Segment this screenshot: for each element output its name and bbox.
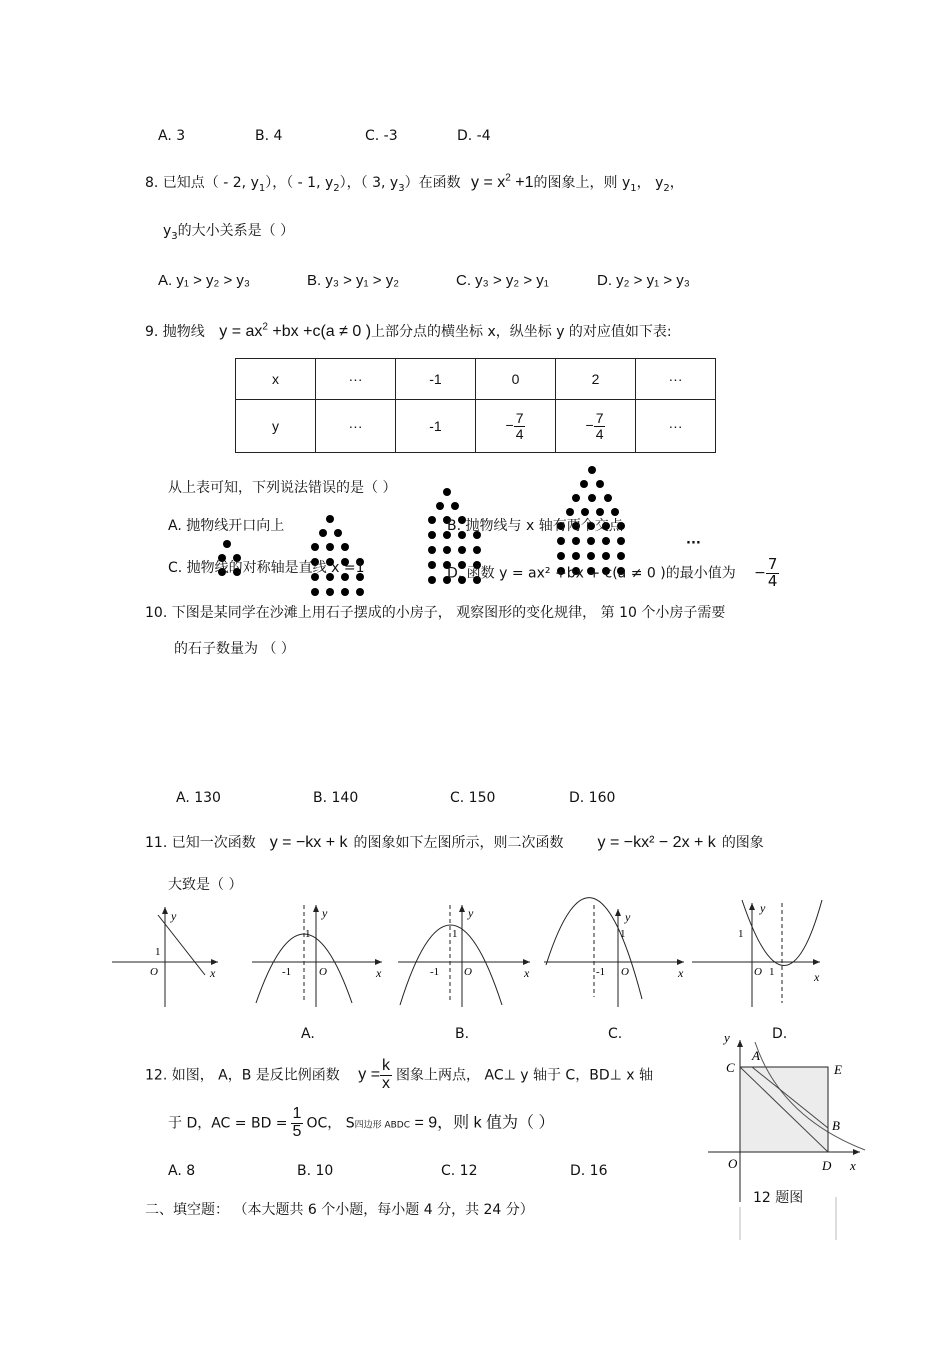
tick-label: -1 [430, 966, 440, 978]
q11-graphs [0, 895, 950, 1030]
q10-option-c: C. 150 [450, 790, 496, 806]
pebble [473, 546, 481, 554]
tick-label: -1 [282, 966, 292, 978]
pebble [326, 588, 334, 596]
axis-x-label: x [524, 966, 530, 980]
table-cell: 2 [556, 359, 636, 400]
q11-label-c: C. [608, 1026, 623, 1042]
q9-value-table [235, 358, 716, 453]
table-cell: ··· [636, 400, 716, 453]
pebble [428, 546, 436, 554]
q11-stem: 11. 已知一次函数 y = −kx + k 的图象如下左图所示，则二次函数 y = −kx² − 2x + k 的图象 [145, 834, 764, 851]
origin-label: O [621, 966, 629, 978]
fig-label-d: D [822, 1158, 832, 1173]
q12-figure [700, 1032, 880, 1242]
pebble [428, 576, 436, 584]
axis-x-label: x [814, 970, 820, 984]
pebble [341, 588, 349, 596]
q9-option-d: D. 函数 y = ax² +bx + c(a ≠ 0 )的最小值为 − $\frac{7}{4}$ [447, 555, 778, 590]
q12-stem: 12. 如图， A，B 是反比例函数 y = $\frac{k}{x}$ 图象上两点， AC⊥ y 轴于 C，BD⊥ x 轴 [145, 1057, 653, 1092]
q10-option-d: D. 160 [569, 790, 616, 806]
q8-option-d: D. y₂ > y₁ > y₃ [597, 272, 690, 289]
ellipsis: ··· [686, 536, 701, 551]
pebble [617, 537, 625, 545]
pebble [311, 588, 319, 596]
fig-label-x: x [850, 1158, 856, 1173]
table-cell: -1 [396, 359, 476, 400]
table-cell: 0 [476, 359, 556, 400]
table-cell: ··· [316, 400, 396, 453]
pebble [334, 529, 342, 537]
q11-label-b: B. [455, 1026, 470, 1042]
q10-line2: 的石子数量为 （ ） [174, 641, 295, 657]
q7-option-d: D. -4 [457, 128, 491, 144]
pebble [572, 537, 580, 545]
q10-stem: 10. 下图是某同学在沙滩上用石子摆成的小房子， 观察图形的变化规律， 第 10 个小房子需要 [145, 605, 726, 621]
pebble [588, 494, 596, 502]
tick-label: -1 [596, 966, 606, 978]
table-cell: ··· [316, 359, 396, 400]
pebble [580, 480, 588, 488]
tick-label: 1 [769, 966, 775, 978]
q12-line2: 于 D，AC = BD = $\frac{1}{5}$ OC， S四边形 ABDC = 9，则 k 值为（ ） [168, 1105, 555, 1140]
pebble [596, 480, 604, 488]
pebble [458, 546, 466, 554]
tick-label: 1 [738, 928, 744, 940]
q12-option-d: D. 16 [570, 1163, 608, 1179]
table-cell: -1 [396, 400, 476, 453]
q9-option-a: A. 抛物线开口向上 [168, 518, 285, 534]
pebble [428, 561, 436, 569]
axis-y-label: y [625, 910, 631, 924]
pebble [326, 515, 334, 523]
q9-question: 从上表可知，下列说法错误的是（ ） [168, 480, 397, 496]
fig-label-b: B [832, 1118, 840, 1133]
q12-figure-caption: 12 题图 [753, 1190, 804, 1206]
graph-d [692, 900, 822, 1007]
table-cell: − $\frac{7}{4}$ [476, 400, 556, 453]
pebble [588, 466, 596, 474]
origin-label: O [754, 966, 762, 978]
q11-label-a: A. [301, 1026, 315, 1042]
pebble [443, 546, 451, 554]
q12-option-b: B. 10 [297, 1163, 334, 1179]
tick-label: 1 [155, 946, 161, 958]
pebble [428, 516, 436, 524]
q8-stem: 8. 已知点（ - 2, $y_1$），（ - 1, $y_2$），（ 3, $y_3$）在函数 $y = x^2 +1$的图象上，则 $y_1$， $y_2$， [145, 172, 684, 194]
pebble [443, 488, 451, 496]
axis-x-label: x [376, 966, 382, 980]
pebble [326, 543, 334, 551]
q9-option-b: B. 抛物线与 x 轴有两个交点 [447, 518, 623, 534]
pebble [436, 502, 444, 510]
axis-x-label: x [678, 966, 684, 980]
table-cell: − $\frac{7}{4}$ [556, 400, 636, 453]
q10-option-b: B. 140 [313, 790, 359, 806]
origin-label: O [464, 966, 472, 978]
q7-option-b: B. 4 [255, 128, 283, 144]
q12-option-c: C. 12 [441, 1163, 478, 1179]
axis-y-label: y [760, 901, 766, 915]
fig-label-o: O [728, 1156, 738, 1171]
table-cell: ··· [636, 359, 716, 400]
section-2-heading: 二、填空题： （本大题共 6 个小题，每小题 4 分，共 24 分） [145, 1202, 534, 1218]
origin-label: O [150, 966, 158, 978]
fig-label-a: A [752, 1048, 760, 1063]
linear-function-graph [112, 907, 218, 1007]
tick-label: 1 [620, 928, 626, 940]
axis-y-label: y [171, 909, 177, 923]
pebble [223, 540, 231, 548]
q10-option-a: A. 130 [176, 790, 221, 806]
fig-label-c: C [726, 1060, 735, 1075]
fig-label-e: E [834, 1062, 842, 1077]
pebble [311, 543, 319, 551]
axis-x-label: x [210, 966, 216, 980]
pebble [451, 502, 459, 510]
table-cell: y [236, 400, 316, 453]
q9-option-c: C. 抛物线的对称轴是直线 x =1 [168, 560, 365, 576]
pebble [604, 494, 612, 502]
q8-option-c: C. y₃ > y₂ > y₁ [456, 272, 549, 289]
pebble [341, 543, 349, 551]
q9-stem: 9. 抛物线 $y = ax^2 +bx +c(a \ne 0$ )上部分点的横坐标 x，纵坐标 y 的对应值如下表: [145, 321, 672, 340]
table-cell: x [236, 359, 316, 400]
pebble [557, 537, 565, 545]
q8-option-b: B. y₃ > y₁ > y₂ [307, 272, 400, 289]
graph-a [252, 905, 382, 1007]
pebble [319, 529, 327, 537]
q12-option-a: A. 8 [168, 1163, 196, 1179]
q7-option-c: C. -3 [365, 128, 398, 144]
pebble [356, 588, 364, 596]
q11-line2: 大致是（ ） [168, 877, 243, 893]
q7-option-a: A. 3 [158, 128, 186, 144]
graph-c [544, 898, 684, 1007]
q8-option-a: A. y₁ > y₂ > y₃ [158, 272, 251, 289]
tick-label: 1 [305, 928, 311, 940]
pebble [572, 494, 580, 502]
pebble [587, 537, 595, 545]
pebble [428, 531, 436, 539]
pebble [602, 537, 610, 545]
axis-y-label: y [468, 906, 474, 920]
fig-label-y: y [724, 1032, 730, 1045]
graph-b [398, 905, 530, 1007]
q8-line2: $y_3$的大小关系是（ ） [163, 223, 295, 242]
axis-y-label: y [322, 906, 328, 920]
q11-label-d: D. [772, 1026, 788, 1042]
tick-label: 1 [452, 928, 458, 940]
origin-label: O [319, 966, 327, 978]
